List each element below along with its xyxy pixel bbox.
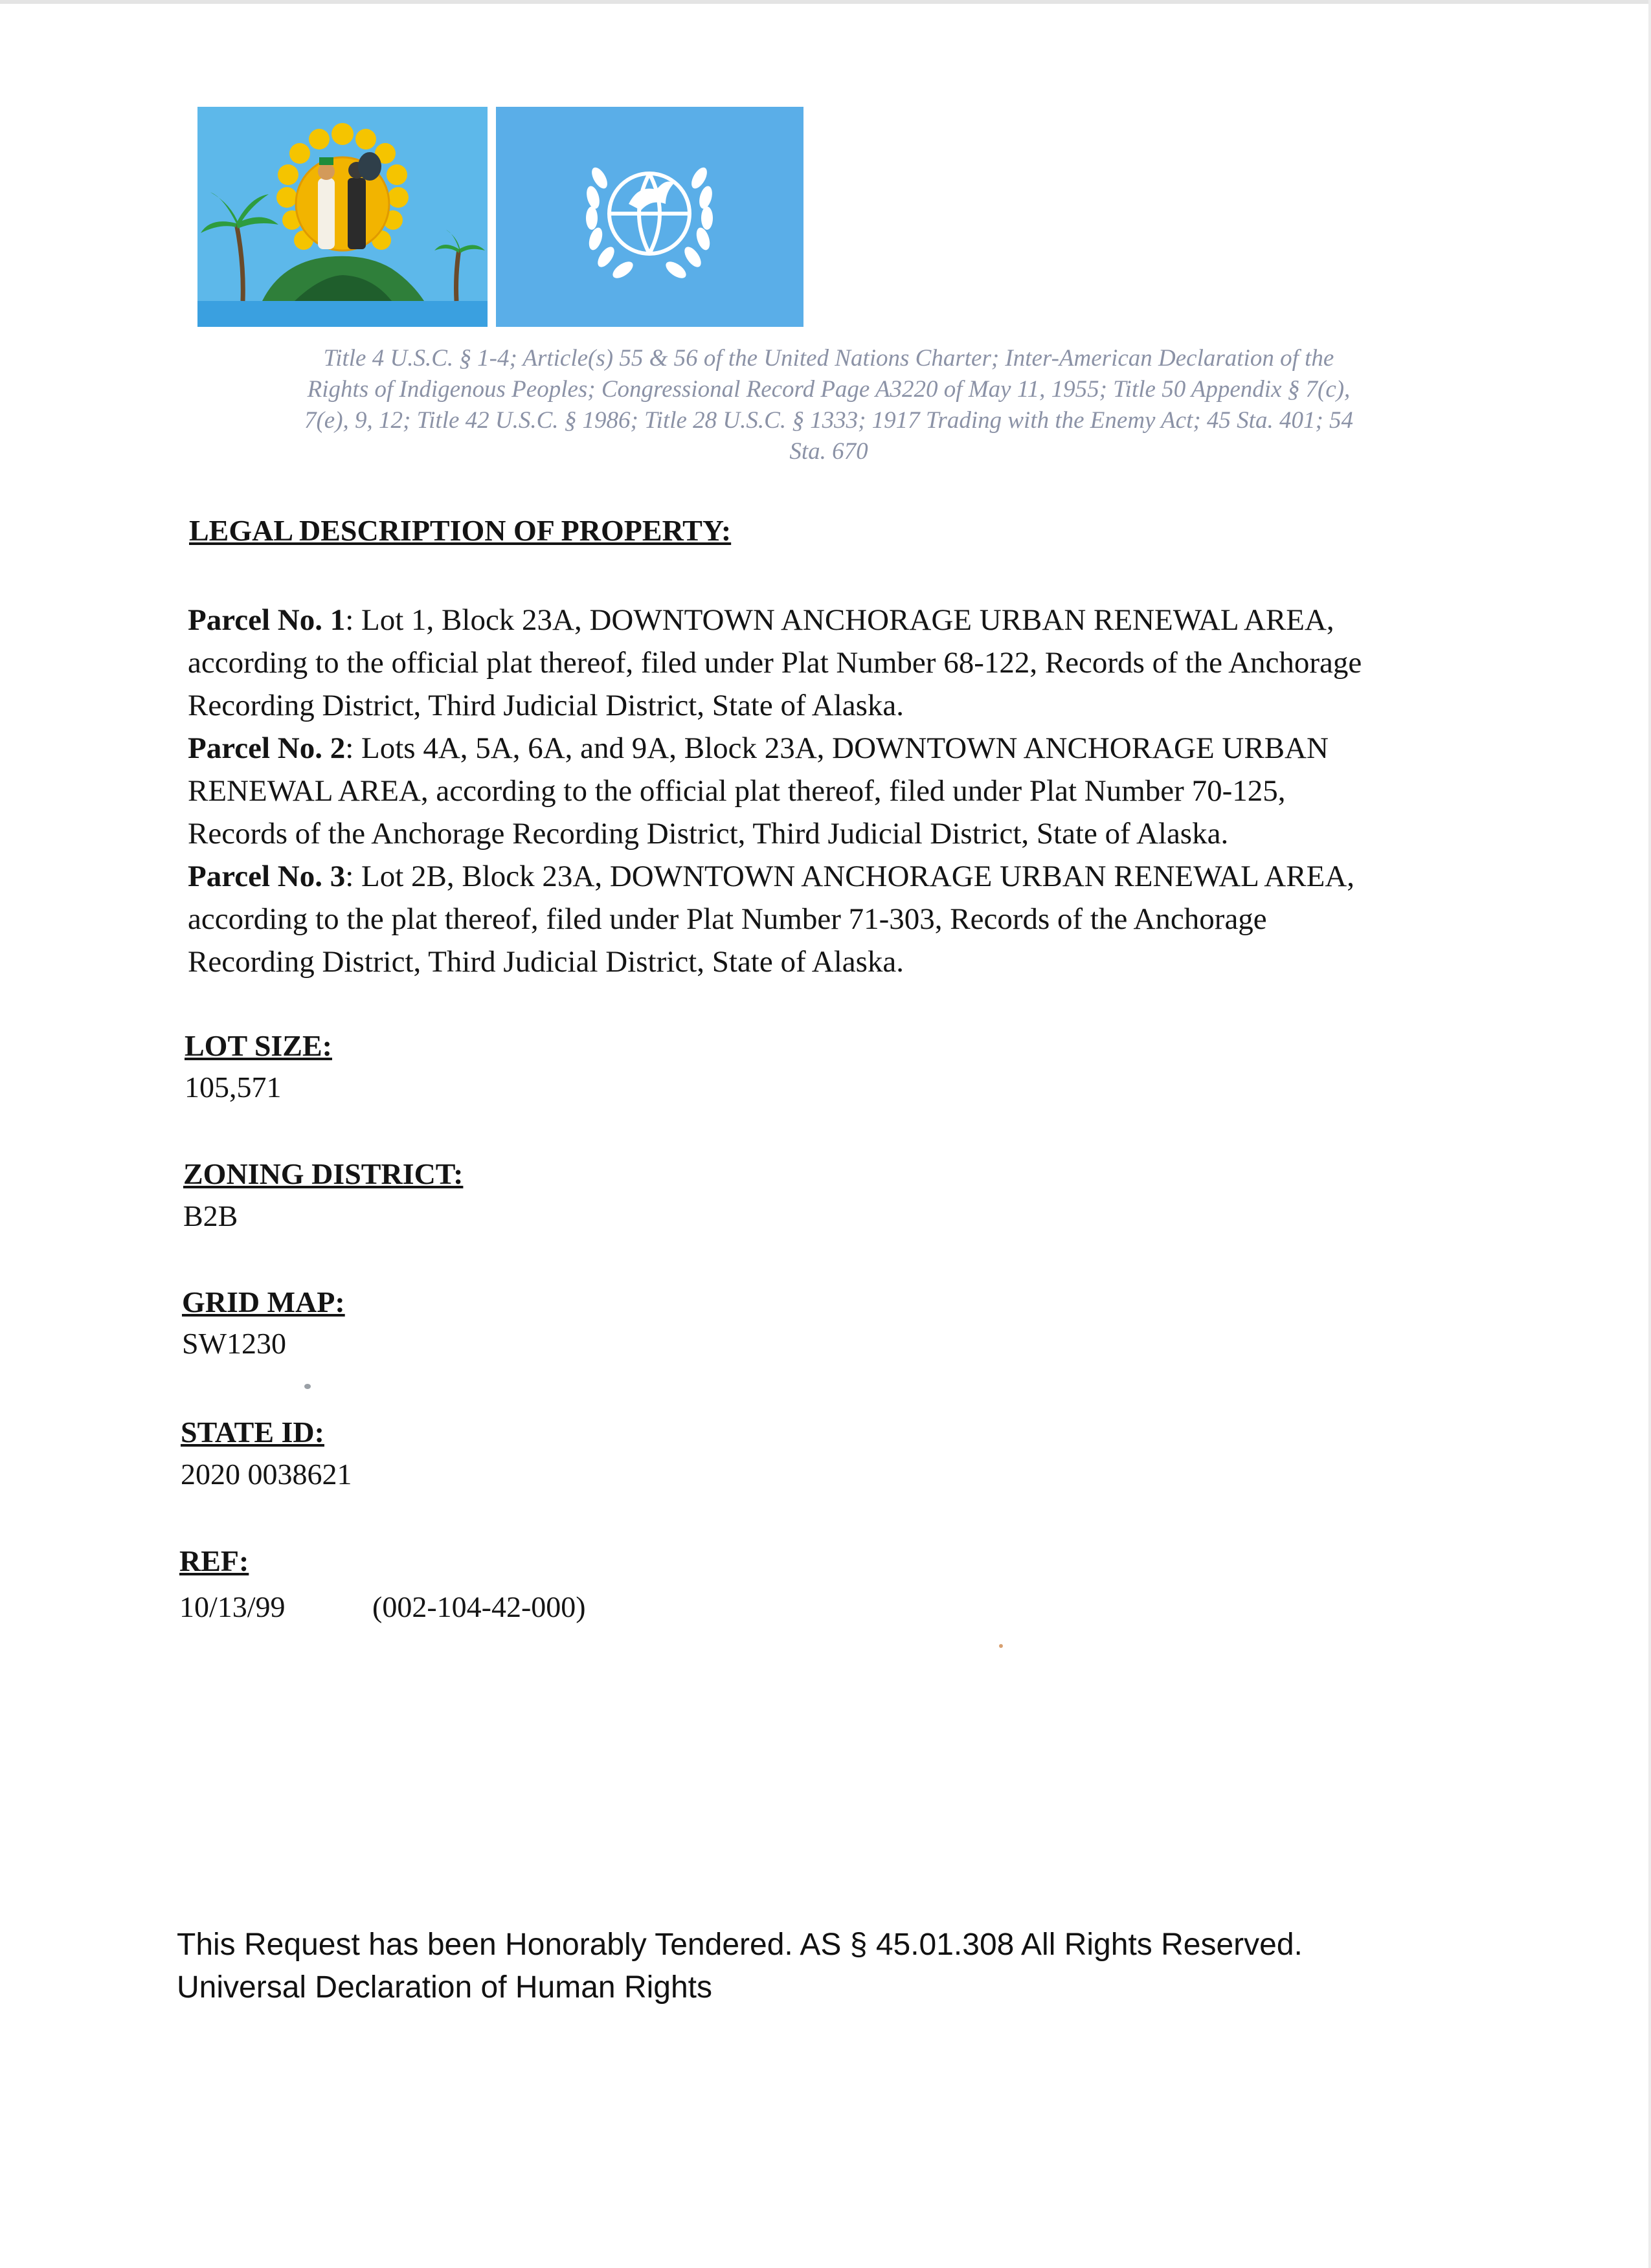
parcel-2-text: Records of the Anchorage Recording District, Third Judicial District, State of Alaska. — [188, 817, 1229, 850]
parcel-3-text: according to the plat thereof, filed under Plat Number 71-303, Records of the Anchorage — [188, 902, 1267, 936]
scan-top-edge — [0, 0, 1651, 4]
grid-map-heading: GRID MAP: — [182, 1285, 345, 1318]
scan-speck — [304, 1384, 311, 1389]
citation-line: Rights of Indigenous Peoples; Congressional Record Page A3220 of May 11, 1955; Title 50 Appendix § 7(c), — [307, 376, 1351, 403]
parcel-1-line: Parcel No. 1: Lot 1, Block 23A, DOWNTOWN ANCHORAGE URBAN RENEWAL AREA, — [188, 603, 1334, 637]
un-emblem-icon — [496, 107, 803, 327]
citation-line: Sta. 670 — [789, 438, 868, 465]
legal-citation — [214, 343, 1444, 467]
scan-speck — [999, 1644, 1003, 1648]
parcel-2-text: Lots 4A, 5A, 6A, and 9A, Block 23A, DOWNTOWN ANCHORAGE URBAN — [361, 731, 1329, 765]
legal-description-heading: LEGAL DESCRIPTION OF PROPERTY: — [189, 514, 732, 547]
parcel-2-line: Parcel No. 2: Lots 4A, 5A, 6A, and 9A, Block 23A, DOWNTOWN ANCHORAGE URBAN — [188, 731, 1329, 765]
lot-size-value: 105,571 — [185, 1071, 282, 1104]
parcel-1-text: Lot 1, Block 23A, DOWNTOWN ANCHORAGE URBAN RENEWAL AREA, — [361, 603, 1334, 637]
parcel-list — [188, 599, 1483, 983]
un-flag-image — [496, 107, 803, 327]
ref-heading: REF: — [179, 1544, 249, 1577]
lot-size-heading: LOT SIZE: — [185, 1029, 332, 1062]
parcel-3-label: Parcel No. 3 — [188, 860, 346, 893]
indigenous-flag-image — [197, 107, 488, 327]
parcel-2-text: RENEWAL AREA, according to the official plat thereof, filed under Plat Number 70-125, — [188, 774, 1286, 808]
zoning-district-heading: ZONING DISTRICT: — [183, 1157, 464, 1190]
citation-line: Title 4 U.S.C. § 1-4; Article(s) 55 & 56 of the United Nations Charter; Inter-American Declaration of the — [323, 345, 1334, 372]
parcel-3-text: Lot 2B, Block 23A, DOWNTOWN ANCHORAGE URBAN RENEWAL AREA, — [361, 860, 1354, 893]
parcel-1-text: according to the official plat thereof, filed under Plat Number 68-122, Records of the Anchorage — [188, 646, 1362, 680]
footer-line-2: Universal Declaration of Human Rights — [177, 1970, 713, 2005]
ref-date: 10/13/99 — [179, 1590, 286, 1623]
indigenous-flag-icon — [197, 107, 488, 327]
parcel-3-text: Recording District, Third Judicial District, State of Alaska. — [188, 945, 904, 979]
parcel-3-line: Parcel No. 3: Lot 2B, Block 23A, DOWNTOWN ANCHORAGE URBAN RENEWAL AREA, — [188, 860, 1354, 893]
footer-line-1: This Request has been Honorably Tendered. AS § 45.01.308 All Rights Reserved. — [177, 1928, 1303, 1962]
state-id-heading: STATE ID: — [181, 1416, 324, 1449]
parcel-1-text: Recording District, Third Judicial District, State of Alaska. — [188, 689, 904, 722]
parcel-1-label: Parcel No. 1 — [188, 603, 346, 637]
state-id-value: 2020 0038621 — [181, 1458, 352, 1491]
zoning-district-value: B2B — [183, 1199, 238, 1232]
footer — [177, 1924, 1303, 2009]
scan-right-edge — [1648, 0, 1651, 2268]
ref-code: (002-104-42-000) — [372, 1590, 586, 1623]
citation-line: 7(e), 9, 12; Title 42 U.S.C. § 1986; Title 28 U.S.C. § 1333; 1917 Trading with the Enemy Act; 45 Sta. 401; 54 — [304, 407, 1354, 434]
grid-map-value: SW1230 — [182, 1327, 286, 1360]
parcel-2-label: Parcel No. 2 — [188, 731, 346, 765]
